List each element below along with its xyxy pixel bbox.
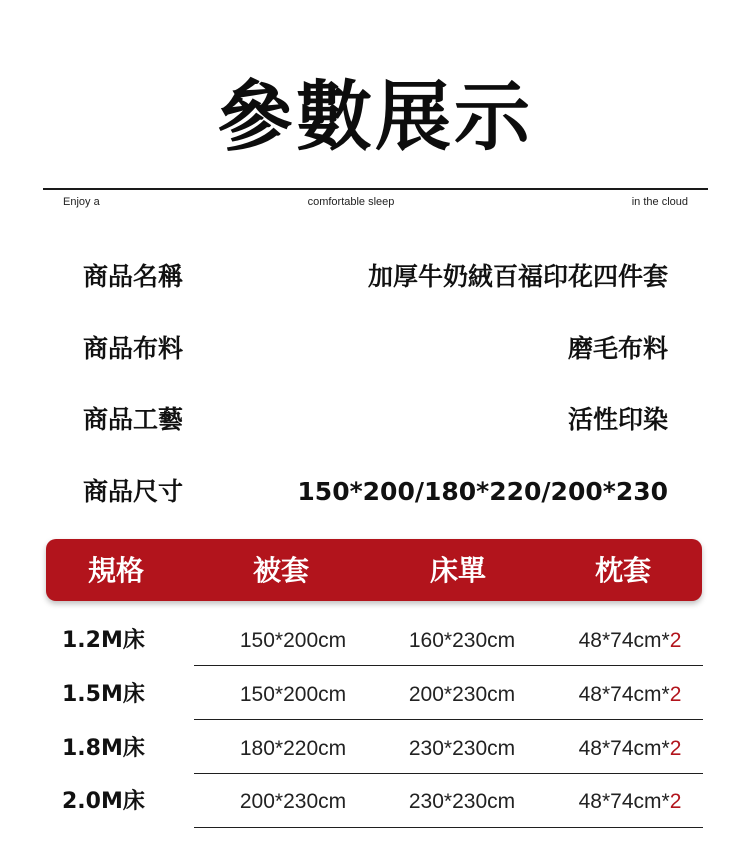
tagline-left: Enjoy a bbox=[63, 196, 100, 208]
pillow-size: 48*74cm* bbox=[578, 737, 670, 760]
row-duvet: 200*230cm bbox=[239, 790, 347, 813]
table-row bbox=[0, 614, 750, 668]
table-row bbox=[0, 668, 750, 722]
row-size: 2.0M床 bbox=[62, 789, 145, 814]
pillow-qty: 2 bbox=[669, 737, 682, 760]
table-row bbox=[0, 775, 750, 829]
row-divider bbox=[194, 665, 703, 666]
info-row-fabric bbox=[83, 329, 668, 369]
row-pillow bbox=[545, 722, 715, 776]
info-row-craft bbox=[83, 400, 668, 440]
tagline-center: comfortable sleep bbox=[307, 196, 395, 208]
info-value: 150*200/180*220/200*230 bbox=[297, 477, 668, 506]
row-size: 1.5M床 bbox=[62, 682, 145, 707]
row-sheet: 200*230cm bbox=[408, 683, 516, 706]
info-value: 磨毛布料 bbox=[567, 334, 668, 363]
info-label: 商品尺寸 bbox=[83, 477, 184, 506]
row-size: 1.2M床 bbox=[62, 628, 145, 653]
row-divider bbox=[194, 719, 703, 720]
pillow-size: 48*74cm* bbox=[578, 629, 670, 652]
info-row-name bbox=[83, 257, 668, 297]
info-label: 商品工藝 bbox=[83, 405, 184, 434]
info-label: 商品布料 bbox=[83, 334, 184, 363]
row-size: 1.8M床 bbox=[62, 736, 145, 761]
row-duvet: 180*220cm bbox=[239, 737, 347, 760]
header-sheet: 床單 bbox=[429, 554, 486, 587]
header-size: 規格 bbox=[87, 554, 144, 587]
pillow-size: 48*74cm* bbox=[578, 683, 670, 706]
row-pillow bbox=[545, 614, 715, 668]
table-row bbox=[0, 722, 750, 776]
pillow-size: 48*74cm* bbox=[578, 790, 670, 813]
row-pillow bbox=[545, 775, 715, 829]
row-divider bbox=[194, 827, 703, 828]
info-label: 商品名稱 bbox=[83, 262, 184, 291]
pillow-qty: 2 bbox=[669, 790, 682, 813]
row-sheet: 160*230cm bbox=[408, 629, 516, 652]
row-duvet: 150*200cm bbox=[239, 683, 347, 706]
info-value: 活性印染 bbox=[567, 405, 668, 434]
header-divider bbox=[43, 188, 708, 190]
tagline-right: in the cloud bbox=[631, 196, 688, 208]
header-duvet: 被套 bbox=[252, 554, 309, 587]
info-row-size bbox=[83, 472, 668, 512]
row-pillow bbox=[545, 668, 715, 722]
page-title: 參數展示 bbox=[217, 72, 533, 161]
row-sheet: 230*230cm bbox=[408, 790, 516, 813]
row-sheet: 230*230cm bbox=[408, 737, 516, 760]
pillow-qty: 2 bbox=[669, 629, 682, 652]
header-pillow: 枕套 bbox=[594, 554, 651, 587]
row-duvet: 150*200cm bbox=[239, 629, 347, 652]
pillow-qty: 2 bbox=[669, 683, 682, 706]
row-divider bbox=[194, 773, 703, 774]
info-value: 加厚牛奶絨百福印花四件套 bbox=[367, 262, 668, 291]
spec-table-header bbox=[46, 539, 702, 601]
